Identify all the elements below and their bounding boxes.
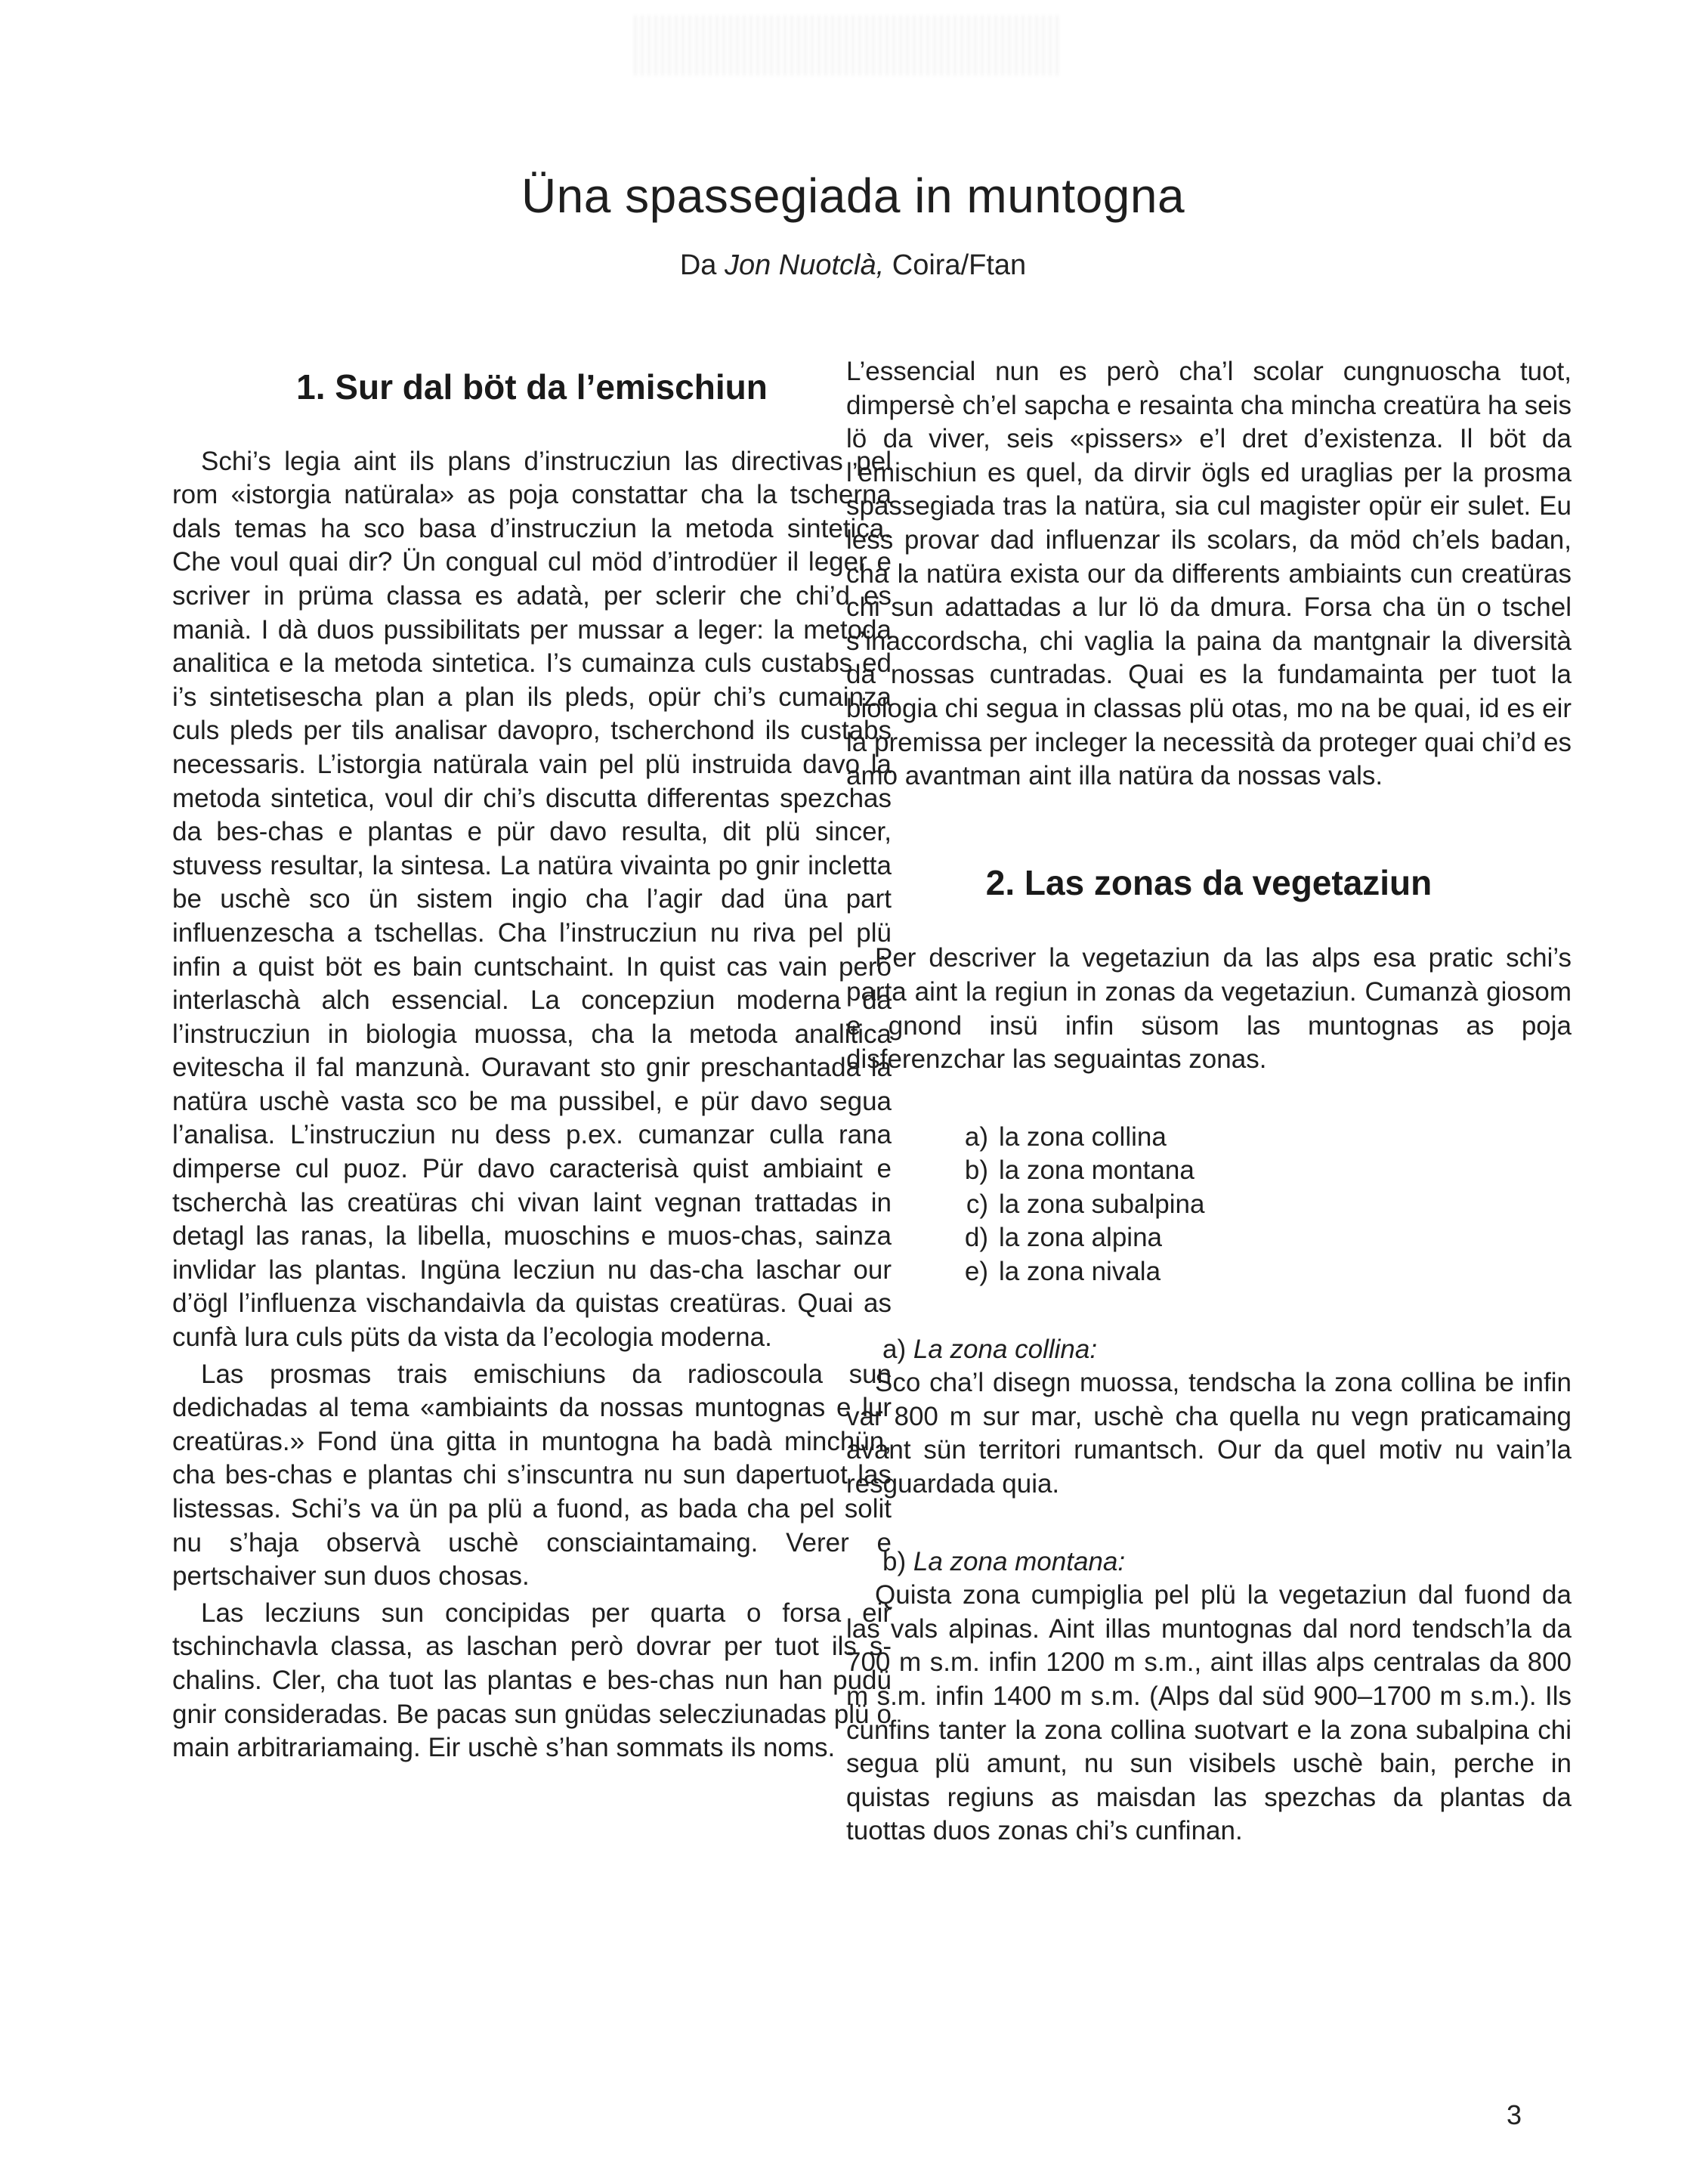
- zone-b-text: Quista zona cumpiglia pel plü la vegetaziun dal fuond da las vals alpinas. Aint illas muntognas dal nord tendsch’la da 700 m s.m. infin 1200 m s.m., aint illas alps centralas da 800 m s.m. infin 1400 m s.m. (Alps dal süd 900–1700 m s.m.). Ils cunfins tanter la zona collina suotvart e la zona subalpina chi segua plü amunt, nu sun visibels uschè bain, perche in quistas regiuns as maisdan las spezchas da plantas da tuottas duos zonas chi’s cunfinan.: [846, 1580, 1572, 1846]
- section-1-paragraph: Las lecziuns sun concipidas per quarta o forsa eir tschinchavla classa, as laschan però dovrar per tuot ils s-chalins. Cler, cha tuot las plantas e bes-chas nun han pudü gnir consideradas. Be pacas sun gnüdas selecziunadas plü o main arbitrariamaing. Eir uschè s’han sommats ils noms.: [172, 1598, 892, 1763]
- byline-prefix: Da: [679, 249, 725, 281]
- list-item-mark: c): [966, 1189, 988, 1219]
- zone-a-label: La zona collina:: [913, 1334, 1098, 1364]
- right-column: [846, 355, 1572, 1848]
- list-item-label: la zona subalpina: [999, 1189, 1205, 1219]
- list-item: [943, 1255, 1572, 1289]
- list-item-label: la zona collina: [999, 1121, 1167, 1152]
- section-1-paragraph: Schi’s legia aint ils plans d’instrucziun las directivas pel rom «istorgia natürala» as poja constattar cha la tscherna dals temas ha sco basa d’instrucziun la metoda sintetica. Che voul quai dir? Ün congual cul möd d’introdüer il leger e scriver in prüma classa es adatà, per sclerir che chi’d es manià. I dà duos pussibilitats per mussar a leger: la metoda analitica e la metoda sintetica. I’s cumainza culs custabs ed i’s sintetisescha plan a plan ils pleds, opür chi’s cumainza culs pleds per tils analisar davopro, tscherchond ils custabs necessaris. L’istorgia natürala vain pel plü instruida davo la metoda sintetica, voul dir chi’s discutta differentas spezchas da bes-chas e plantas e pür davo resulta, dit plü sincer, stuvess resultar, la sintesa. La natüra vivainta po gnir incletta be uschè sco ün sistem ingio cha l’agir dad üna part influenzescha a tschellas. Cha l’instrucziun nu riva pel plü infin a quist böt es bain cuntschaint. In quist cas vain però interlaschà alch essencial. La concepziun moderna da l’instrucziun in biologia muossa, cha la metoda analitica evitescha il fal manzunà. Ouravant sto gnir preschantada la natüra uschè vasta sco be ma pussibel, e pür davo segua l’analisa. L’instrucziun nu dess p.ex. cumanzar culla rana dimperse cul puoz. Pür davo caracterisà quist ambiaint e tscherchà las creatüras chi vivan laint vegnan trattadas in detagl las ranas, la libella, muoschins e muos-chas, sainza invlidar las plantas. Ingüna lecziun nu das-cha laschar our d’ögl l’influenza vischandaivla da quistas creatüras. Quai as cunfà lura culs püts da vista da l’ecologia moderna.: [172, 446, 892, 1353]
- zone-b-heading: [846, 1545, 1572, 1579]
- section-1-continuation: L’essencial nun es però cha’l scolar cungnuoscha tuot, dimpersè ch’el sapcha e resainta cha mincha creatüra ha seis lö da viver, seis «pissers» e’l dret d’existenza. Il böt da l’emischiun es quel, da dirvir ögls ed uraglias per la prosma spassegiada tras la natüra, sia cul magister opür eir sulet. Eu less provar dad influenzar ils scolars, da möd ch’els badan, cha la natüra exista our da differents ambiaints cun creatüras chi sun adattadas a lur lö da dmura. Forsa cha ün o tschel s’inaccordscha, chi vaglia la paina da mantgnair la diversità da nossas cuntradas. Quai es la fundamainta per tuot la biologia chi segua in classas plü otas, mo na be quai, id es eir la premissa per incleger la necessità da proteger quai chi’d es amo avantman aint illa natüra da nossas vals.: [846, 357, 1572, 791]
- section-2-intro: Per descriver la vegetaziun da las alps esa pratic schi’s parta aint la regiun in zonas da vegetaziun. Cumanzà giosom e gnond insü infin süsom las muntognas as poja disferenzchar las seguaintas zonas.: [846, 943, 1572, 1075]
- left-column: [172, 355, 892, 1765]
- article-title: Üna spassegiada in muntogna: [521, 169, 1185, 223]
- page-number: 3: [1506, 2099, 1522, 2130]
- zone-a-heading: [846, 1333, 1572, 1367]
- section-2-heading: 2. Las zonas da vegetaziun: [985, 862, 1432, 902]
- zone-b-mark: b): [882, 1546, 913, 1576]
- list-item-mark: a): [964, 1121, 988, 1152]
- zone-a-mark: a): [882, 1334, 913, 1364]
- zone-b-label: La zona montana:: [913, 1546, 1126, 1576]
- list-item-mark: d): [964, 1223, 988, 1253]
- list-item-mark: b): [964, 1155, 988, 1186]
- list-item: [943, 1188, 1572, 1222]
- scan-artifact: [635, 15, 1058, 76]
- list-item-label: la zona nivala: [999, 1257, 1161, 1287]
- byline-place: Coira/Ftan: [884, 249, 1027, 281]
- list-item: [943, 1121, 1572, 1155]
- list-item: [943, 1154, 1572, 1188]
- section-1-paragraph: Las prosmas trais emischiuns da radioscoula sun dedichadas al tema «ambiaints da nossas muntognas e lur creatüras.» Fond üna gitta in muntogna ha badà minchün, cha bes-chas e plantas chi s’inscuntra nu sun dapertuot las listessas. Schi’s va ün pa plü a fuond, as bada cha pel solit nu s’haja observà uschè consciaintamaing. Verer e pertschaiver sun duos chosas.: [172, 1359, 892, 1592]
- zone-a-text: Sco cha’l disegn muossa, tendscha la zona collina be infin var 800 m sur mar, uschè cha quella nu vegn praticamaing avant sün territori rumantsch. Our da quel motiv nu vain’la resguardada quia.: [846, 1368, 1572, 1499]
- list-item-mark: e): [964, 1257, 988, 1287]
- zones-list: [846, 1121, 1572, 1289]
- section-1-heading: 1. Sur dal böt da l’emischiun: [296, 367, 768, 407]
- list-item-label: la zona alpina: [999, 1223, 1162, 1253]
- list-item: [943, 1221, 1572, 1255]
- list-item-label: la zona montana: [999, 1155, 1195, 1186]
- byline-author: Jon Nuotclà,: [724, 249, 885, 281]
- article-byline: [0, 249, 1706, 282]
